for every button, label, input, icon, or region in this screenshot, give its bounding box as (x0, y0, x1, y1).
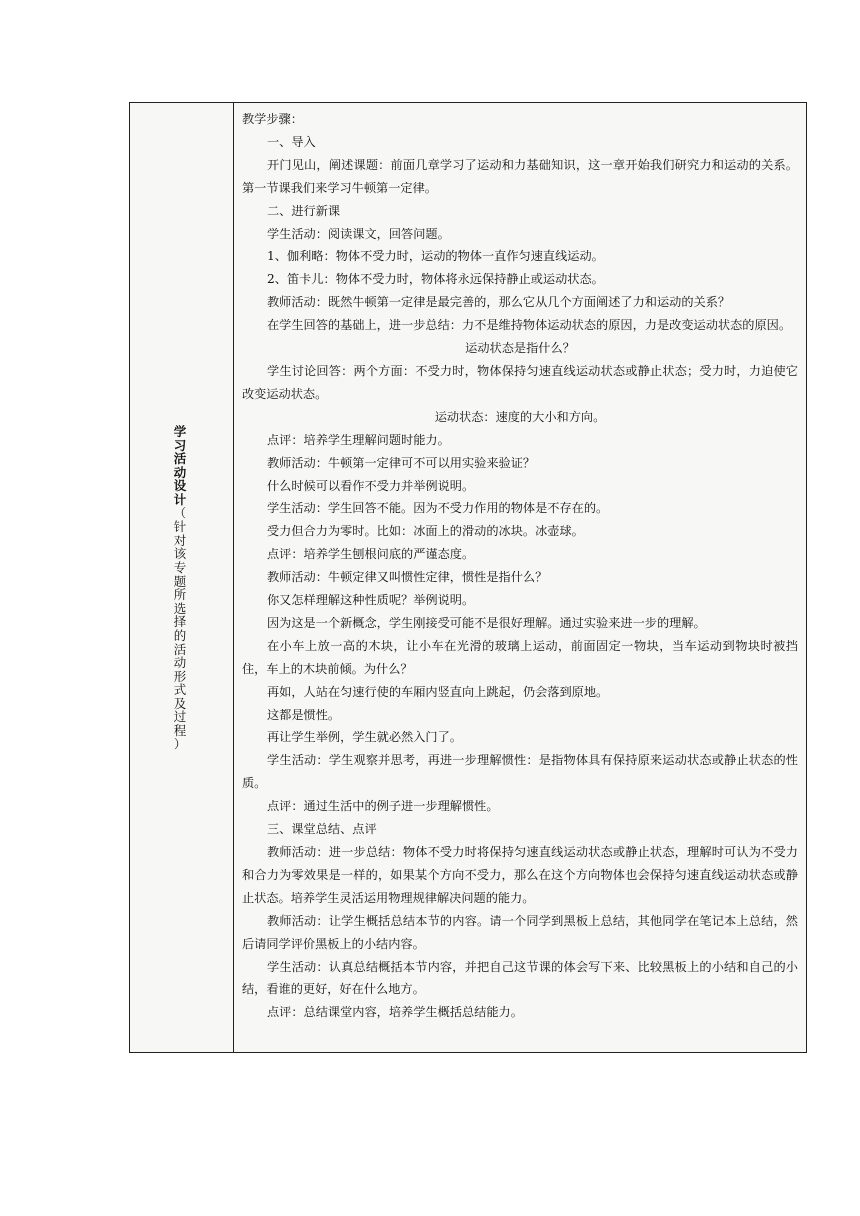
label-char: 习 (173, 437, 187, 453)
label-char: 专 (173, 559, 187, 575)
label-char: 题 (173, 573, 187, 589)
steps-heading: 教学步骤： (242, 112, 303, 126)
centered-question: 运动状态是指什么？ (465, 341, 575, 356)
label-char: 所 (173, 587, 187, 603)
label-char: 选 (173, 600, 187, 616)
paragraph: 再如，人站在匀速行使的车厢内竖直向上跳起，仍会落到原地。 (267, 684, 609, 699)
paragraph: 1、伽利略：物体不受力时，运动的物体一直作匀速直线运动。 (267, 249, 604, 264)
paragraph: 学生活动：学生回答不能。因为不受力作用的物体是不存在的。 (267, 501, 609, 516)
paragraph: 教师活动：牛顿定律又叫惯性定律，惯性是指什么？ (267, 570, 548, 585)
label-char: 设 (173, 478, 187, 494)
paragraph: 教师活动：牛顿第一定律可不可以用实验来验证？ (267, 455, 536, 470)
paragraph: 教师活动：让学生概括总结本节的内容。请一个同学到黑板上总结，其他同学在笔记本上总结，然后请同学评价黑板上的小结内容。 (242, 913, 798, 951)
label-char: 活 (173, 451, 187, 467)
paragraph: 这都是惯性。 (267, 707, 341, 722)
lesson-steps-cell (234, 103, 806, 1052)
paragraph: 教师活动：进一步总结：物体不受力时将保持匀速直线运动状态或静止状态，理解时可认为不受力和合力为零效果是一样的，如果某个方向不受力，那么在这个方向物体也会保持匀速直线运动状态或静止状态。培养学生灵活运用物理规律解决问题的能力。 (242, 845, 798, 905)
paragraph: 你又怎样理解这种性质呢？举例说明。 (267, 593, 475, 608)
label-char: 程 (173, 723, 187, 739)
section-heading-intro: 一、导入 (267, 134, 316, 149)
vertical-section-label (170, 425, 190, 751)
label-char: 针 (173, 519, 187, 535)
label-char: 择 (173, 614, 187, 630)
paragraph: 点评：培养学生理解问题时能力。 (267, 432, 450, 447)
paragraph: 受力但合力为零时。比如：冰面上的滑动的冰块。冰壶球。 (267, 524, 584, 539)
paragraph: 教师活动：既然牛顿第一定律是最完善的，那么它从几个方面阐述了力和运动的关系？ (267, 295, 731, 310)
paragraph: 点评：总结课堂内容，培养学生概括总结能力。 (267, 1005, 523, 1020)
paragraph: 因为这是一个新概念，学生刚接受可能不是很好理解。通过实验来进一步的理解。 (267, 615, 706, 630)
paragraph: 再让学生举例，学生就必然入门了。 (267, 730, 462, 745)
label-char: 形 (173, 668, 187, 684)
label-char: 该 (173, 546, 187, 562)
centered-definition: 运动状态：速度的大小和方向。 (434, 409, 606, 424)
left-header-cell (130, 103, 234, 1052)
paragraph: 什么时候可以看作不受力并举例说明。 (267, 478, 475, 493)
label-char: 活 (173, 641, 187, 657)
section-heading-new-lesson: 二、进行新课 (267, 203, 341, 218)
label-char: ） (173, 736, 186, 751)
label-char: 动 (173, 464, 187, 480)
paragraph: 2、笛卡儿：物体不受力时，物体将永远保持静止或运动状态。 (267, 272, 604, 287)
label-char: 学 (173, 424, 187, 439)
paragraph: 开门见山，阐述课题：前面几章学习了运动和力基础知识，这一章开始我们研究力和运动的关系。第一节课我们来学习牛顿第一定律。 (242, 157, 798, 195)
section-heading-summary: 三、课堂总结、点评 (267, 822, 377, 837)
label-char: 动 (173, 655, 187, 671)
paragraph: 点评：培养学生刨根问底的严谨态度。 (267, 547, 475, 562)
label-char: 及 (173, 695, 187, 711)
paragraph: 学生活动：阅读课文，回答问题。 (267, 226, 450, 241)
label-char: 计 (173, 491, 187, 507)
label-char: 式 (173, 682, 187, 698)
paragraph: 学生活动：认真总结概括本节内容，并把自己这节课的体会写下来、比较黑板上的小结和自己的小结，看谁的更好，好在什么地方。 (242, 959, 798, 997)
paragraph: 点评：通过生活中的例子进一步理解惯性。 (267, 799, 499, 814)
paragraph: 在学生回答的基础上，进一步总结：力不是维持物体运动状态的原因，力是改变运动状态的原因。 (267, 318, 792, 333)
label-char: 的 (173, 627, 187, 643)
label-char: 过 (173, 709, 187, 725)
paragraph: 在小车上放一高的木块，让小车在光滑的玻璃上运动，前面固定一物块，当车运动到物块时被挡住，车上的木块前倾。为什么？ (242, 638, 798, 676)
paragraph: 学生讨论回答：两个方面：不受力时，物体保持匀速直线运动状态或静止状态；受力时，力迫使它改变运动状态。 (242, 363, 798, 401)
label-char: 对 (173, 532, 187, 548)
paragraph: 学生活动：学生观察并思考，再进一步理解惯性：是指物体具有保持原来运动状态或静止状态的性质。 (242, 753, 798, 791)
label-char: （ (173, 505, 186, 520)
lesson-table (129, 102, 807, 1053)
